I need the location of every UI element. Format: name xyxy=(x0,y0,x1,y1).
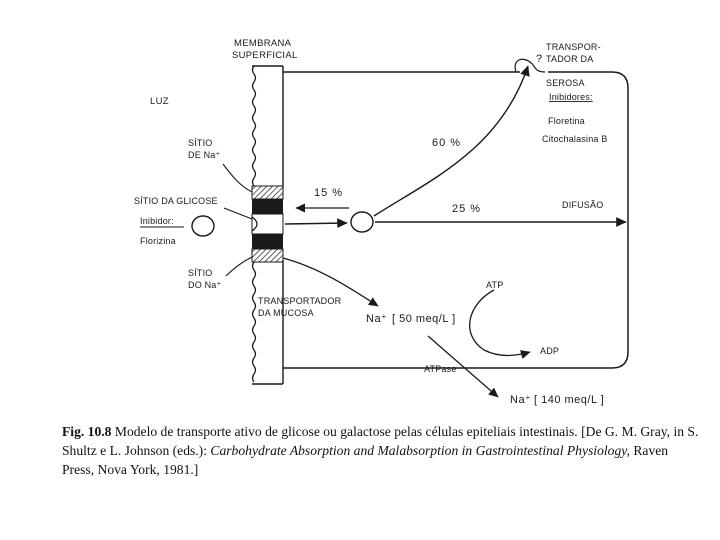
brush-border-top xyxy=(253,66,256,202)
brush-border-bottom xyxy=(253,262,256,382)
na-site-top-pointer xyxy=(223,164,252,192)
caption-book-title: Carbohydrate Absorption and Malabsorption in Gastrointestinal Physiology, xyxy=(210,443,630,458)
diffusion-label: DIFUSÃO xyxy=(562,200,604,210)
pct-15-label: 15 % xyxy=(314,187,344,199)
serosa-question: ? xyxy=(536,53,543,65)
atp-adp-arrow xyxy=(470,290,530,356)
glucose-site-label: SÍTIO DA GLICOSE xyxy=(134,196,218,206)
na-site-lower xyxy=(252,249,283,262)
carrier-upper xyxy=(252,199,283,214)
lumen-label: LUZ xyxy=(150,96,169,107)
inhibitor-citochalasina: Citochalasina B xyxy=(542,134,608,144)
adp-label: ADP xyxy=(540,346,560,356)
na-site-bottom-pointer xyxy=(226,257,252,276)
serosa-label-3: SEROSA xyxy=(546,78,585,88)
membrane-label-2: SUPERFICIAL xyxy=(232,50,298,61)
figure-caption xyxy=(62,422,702,479)
carrier-lower xyxy=(252,234,283,249)
caption-reference: [De G. M. Gray, in S. Shultz e L. Johnson (eds.): xyxy=(62,424,699,458)
caption-publisher: Raven Press, Nova York, 1981.] xyxy=(62,443,669,477)
inhibitor-floretina: Floretina xyxy=(548,116,585,126)
entry-arrow xyxy=(285,223,347,224)
pct-25-label: 25 % xyxy=(452,203,482,215)
inhibitors-title: Inibidores: xyxy=(549,92,593,102)
na-extracellular-ion: Na⁺ xyxy=(510,394,532,406)
mucosa-label-1: TRANSPORTADOR xyxy=(258,296,342,306)
na-intracellular-ion: Na⁺ xyxy=(366,313,388,325)
serosa-label-1: TRANSPOR- xyxy=(546,42,601,52)
glucose-site-pointer xyxy=(224,208,252,219)
na-site-upper xyxy=(252,186,283,199)
membrane-label-1: MEMBRANA xyxy=(234,38,292,49)
caption-fig-label: Fig. 10.8 xyxy=(62,424,112,439)
na-extracellular-conc: [ 140 meq/L ] xyxy=(534,394,605,406)
florizina-label: Florizina xyxy=(140,236,176,246)
inhibitor-label: Inibidor: xyxy=(140,216,174,226)
atpase-label: ATPase xyxy=(424,364,457,374)
na-intracellular-conc: [ 50 meq/L ] xyxy=(392,313,456,325)
mucosa-label-2: DA MUCOSA xyxy=(258,308,314,318)
caption-title: Modelo de transporte ativo de glicose ou galactose pelas células epiteliais intestinais. xyxy=(114,424,578,439)
glucose-cell xyxy=(351,212,373,232)
na-site-bottom-label-1: SÍTIO xyxy=(188,268,213,278)
serosa-label-2: TADOR DA xyxy=(546,54,594,64)
na-site-top-label-2: DE Na⁺ xyxy=(188,150,221,160)
atp-label: ATP xyxy=(486,280,504,290)
pct-60-label: 60 % xyxy=(432,137,462,149)
glucose-lumen xyxy=(192,216,214,236)
na-site-bottom-label-2: DO Na⁺ xyxy=(188,280,222,290)
na-site-top-label-1: SÍTIO xyxy=(188,138,213,148)
